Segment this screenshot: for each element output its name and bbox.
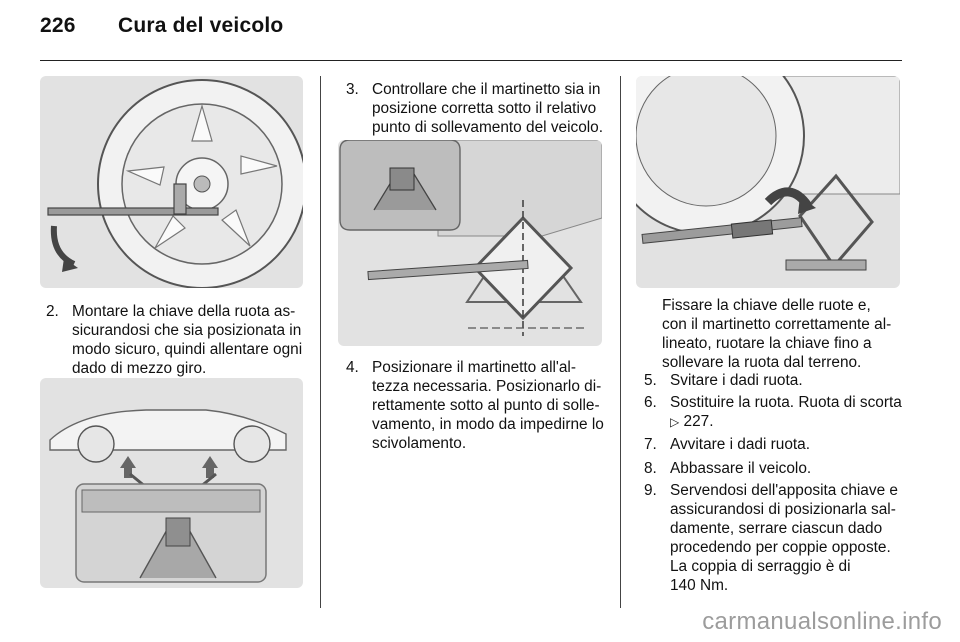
step-text: Abbassare il veicolo.	[670, 460, 812, 477]
column-divider	[620, 76, 621, 608]
step-text: Controllare che il martinetto sia in posizione corretta sotto il relativo punto di sollevamento del veicolo.	[372, 81, 604, 136]
step-number: 9.	[644, 482, 657, 499]
step-text: Svitare i dadi ruota.	[670, 372, 803, 389]
step-number: 3.	[346, 81, 359, 98]
page-reference-icon: ▷	[670, 415, 680, 429]
step-text: Montare la chiave della ruota as- sicurandosi che sia posizionata in modo sicuro, quindi allentare ogni dado di mezzo giro.	[72, 303, 303, 377]
step-number: 2.	[46, 303, 59, 320]
step-text: Sostituire la ruota. Ruota di scorta	[670, 394, 902, 411]
watermark[interactable]: carmanualsonline.info	[702, 608, 942, 635]
page-number: 226	[40, 14, 76, 37]
step-number: 4.	[346, 359, 359, 376]
step-number: 7.	[644, 436, 657, 453]
step-text: Avvitare i dadi ruota.	[670, 436, 811, 453]
step-text: Posizionare il martinetto all'al- tezza necessaria. Posizionarlo di- rettamente sotto al punto di solle- vamento, in modo da impedirne lo scivolamento.	[372, 359, 604, 452]
header-rule	[40, 60, 902, 61]
page-header	[40, 14, 283, 38]
column-divider	[320, 76, 321, 608]
intro-paragraph: Fissare la chiave delle ruote e, con il martinetto correttamente al- lineato, ruotare la chiave fino a sollevare la ruota dal terreno.	[662, 297, 892, 371]
step-text: Servendosi dell'apposita chiave e assicurandosi di posizionarla sal- damente, serrare ciascun dado procedendo per coppie opposte. La coppia di serraggio è di 140 Nm.	[670, 482, 898, 594]
jack-position-illustration	[338, 140, 602, 346]
step-number: 5.	[644, 372, 657, 389]
jack-raising-illustration	[636, 76, 900, 288]
car-lifting-points-illustration	[40, 378, 303, 588]
step-number: 6.	[644, 394, 657, 411]
wheel-wrench-illustration	[40, 76, 303, 288]
page-title: Cura del veicolo	[118, 14, 284, 37]
step-number: 8.	[644, 460, 657, 477]
page-reference: 227.	[683, 413, 714, 430]
